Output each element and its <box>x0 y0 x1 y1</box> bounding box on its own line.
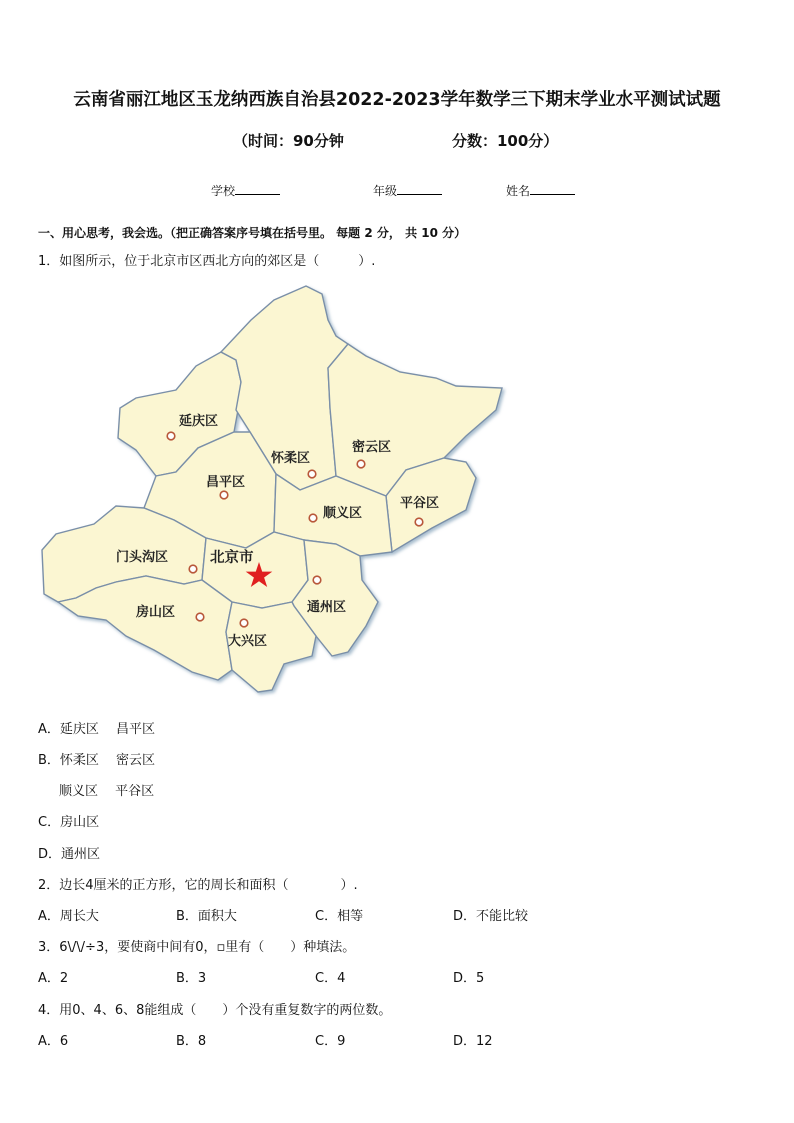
beijing-district-map <box>36 280 516 704</box>
q1-option-a[interactable]: A．延庆区 昌平区 <box>38 722 156 737</box>
q3-option-d[interactable]: D．5 <box>453 971 485 986</box>
question-1-stem: 1．如图所示，位于北京市区西北方向的郊区是（ ）. <box>38 254 376 269</box>
map-label-miyun: 密云区 <box>352 440 392 455</box>
q2-option-c[interactable]: C．相等 <box>315 909 364 924</box>
map-label-pinggu: 平谷区 <box>400 496 440 511</box>
question-2-stem: 2．边长4厘米的正方形，它的周长和面积（ ）. <box>38 878 358 893</box>
map-label-changping: 昌平区 <box>206 475 246 490</box>
name-field[interactable] <box>506 182 575 199</box>
question-3-stem: 3．6\/\/÷3，要使商中间有0，▫里有（ ）种填法。 <box>38 940 356 955</box>
q4-option-a[interactable]: A．6 <box>38 1034 69 1049</box>
q3-option-c[interactable]: C．4 <box>315 971 346 986</box>
exam-score: 分数：100分） <box>452 132 559 150</box>
school-blank[interactable] <box>235 182 280 195</box>
grade-blank[interactable] <box>397 182 442 195</box>
map-label-yanqing: 延庆区 <box>179 414 219 429</box>
grade-field[interactable] <box>373 182 442 199</box>
q4-option-d[interactable]: D．12 <box>453 1034 493 1049</box>
name-blank[interactable] <box>530 182 575 195</box>
exam-time: （时间：90分钟 <box>233 132 344 150</box>
q2-option-b[interactable]: B．面积大 <box>176 909 237 924</box>
q4-option-c[interactable]: C．9 <box>315 1034 346 1049</box>
map-label-huairou: 怀柔区 <box>271 451 311 466</box>
q1-option-b[interactable]: B．怀柔区 密云区 <box>38 753 156 768</box>
map-label-mentougou: 门头沟区 <box>116 550 169 565</box>
grade-label: 年级 <box>373 184 398 198</box>
q4-option-b[interactable]: B．8 <box>176 1034 207 1049</box>
map-label-tongzhou: 通州区 <box>307 600 347 615</box>
q2-option-a[interactable]: A．周长大 <box>38 909 99 924</box>
map-label-shunyi: 顺义区 <box>323 506 363 521</box>
school-field[interactable] <box>211 182 280 199</box>
q1-option-b-cont[interactable]: 顺义区 平谷区 <box>46 784 155 799</box>
question-4-stem: 4．用0、4、6、8能组成（ ）个没有重复数字的两位数。 <box>38 1003 392 1018</box>
name-label: 姓名 <box>506 184 531 198</box>
section-heading: 一、用心思考，我会选。（把正确答案序号填在括号里。 每题 2 分， 共 10 分） <box>38 226 467 240</box>
q3-option-a[interactable]: A．2 <box>38 971 69 986</box>
map-label-fangshan: 房山区 <box>136 605 176 620</box>
q2-option-d[interactable]: D．不能比较 <box>453 909 529 924</box>
map-label-daxing: 大兴区 <box>228 634 268 649</box>
map-label-beijing: 北京市 <box>210 550 254 566</box>
q1-option-c[interactable]: C．房山区 <box>38 815 100 830</box>
school-label: 学校 <box>211 184 236 198</box>
q1-option-d[interactable]: D．通州区 <box>38 847 101 862</box>
exam-title: 云南省丽江地区玉龙纳西族自治县2022-2023学年数学三下期末学业水平测试试题 <box>73 90 721 110</box>
q3-option-b[interactable]: B．3 <box>176 971 207 986</box>
